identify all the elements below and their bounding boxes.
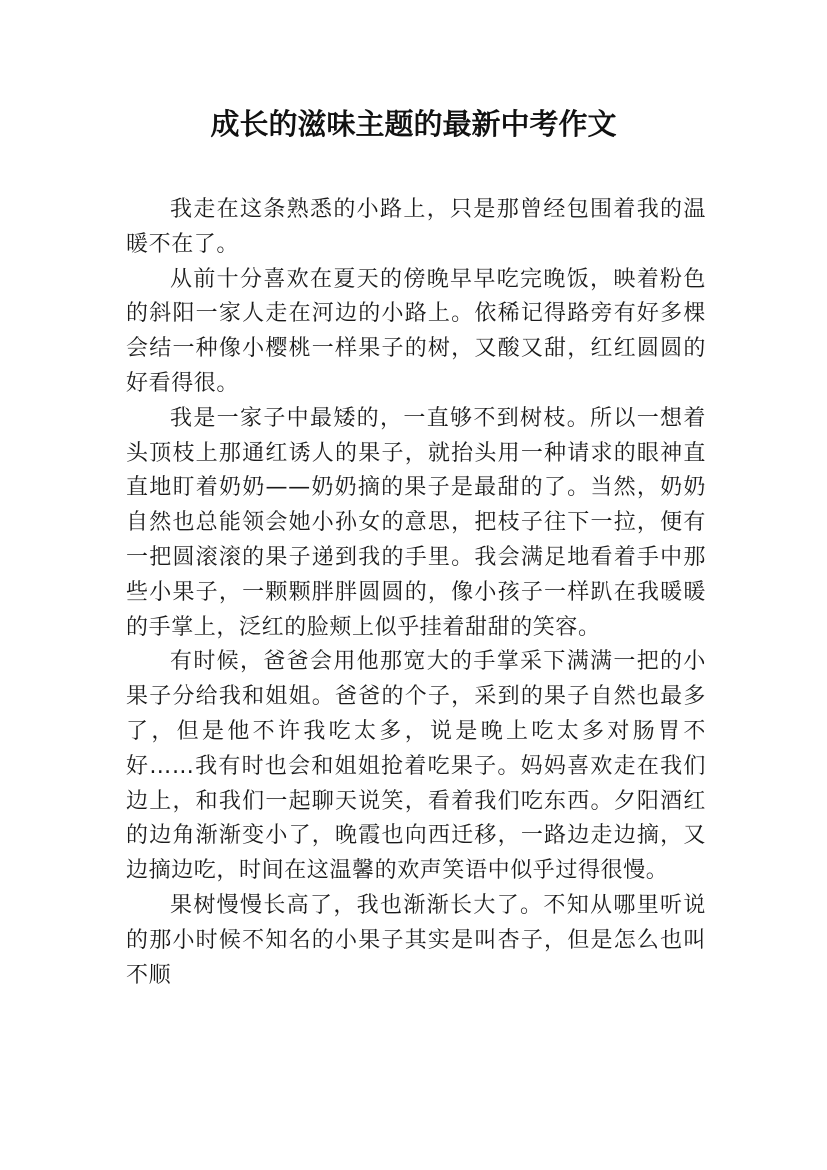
paragraph: 有时候，爸爸会用他那宽大的手掌采下满满一把的小果子分给我和姐姐。爸爸的个子，采到的果子自然也最多了，但是他不许我吃太多，说是晚上吃太多对肠胃不好……我有时也会和姐姐抢着吃果子。妈妈喜欢走在我们边上，和我们一起聊天说笑，看着我们吃东西。夕阳酒红的边角渐渐变小了，晚霞也向西迁移，一路边走边摘，又边摘边吃，时间在这温馨的欢声笑语中似乎过得很慢。 (126, 649, 706, 884)
paragraph: 果树慢慢长高了，我也渐渐长大了。不知从哪里听说的那小时候不知名的小果子其实是叫杏子，但是怎么也叫不顺 (126, 892, 706, 988)
paragraph: 从前十分喜欢在夏天的傍晚早早吃完晚饭，映着粉色的斜阳一家人走在河边的小路上。依稀记得路旁有好多棵会结一种像小樱桃一样果子的树，又酸又甜，红红圆圆的好看得很。 (126, 266, 706, 396)
document-title: 成长的滋味主题的最新中考作文 (210, 107, 617, 141)
paragraph: 我是一家子中最矮的，一直够不到树枝。所以一想着头顶枝上那通红诱人的果子，就抬头用一种请求的眼神直直地盯着奶奶——奶奶摘的果子是最甜的了。当然，奶奶自然也总能领会她小孙女的意思，把枝子往下一拉，便有一把圆滚滚的果子递到我的手里。我会满足地看着手中那些小果子，一颗颗胖胖圆圆的，像小孩子一样趴在我暖暖的手掌上，泛红的脸颊上似乎挂着甜甜的笑容。 (126, 405, 706, 640)
essay-body (126, 193, 706, 993)
paragraph: 我走在这条熟悉的小路上，只是那曾经包围着我的温暖不在了。 (126, 197, 706, 257)
